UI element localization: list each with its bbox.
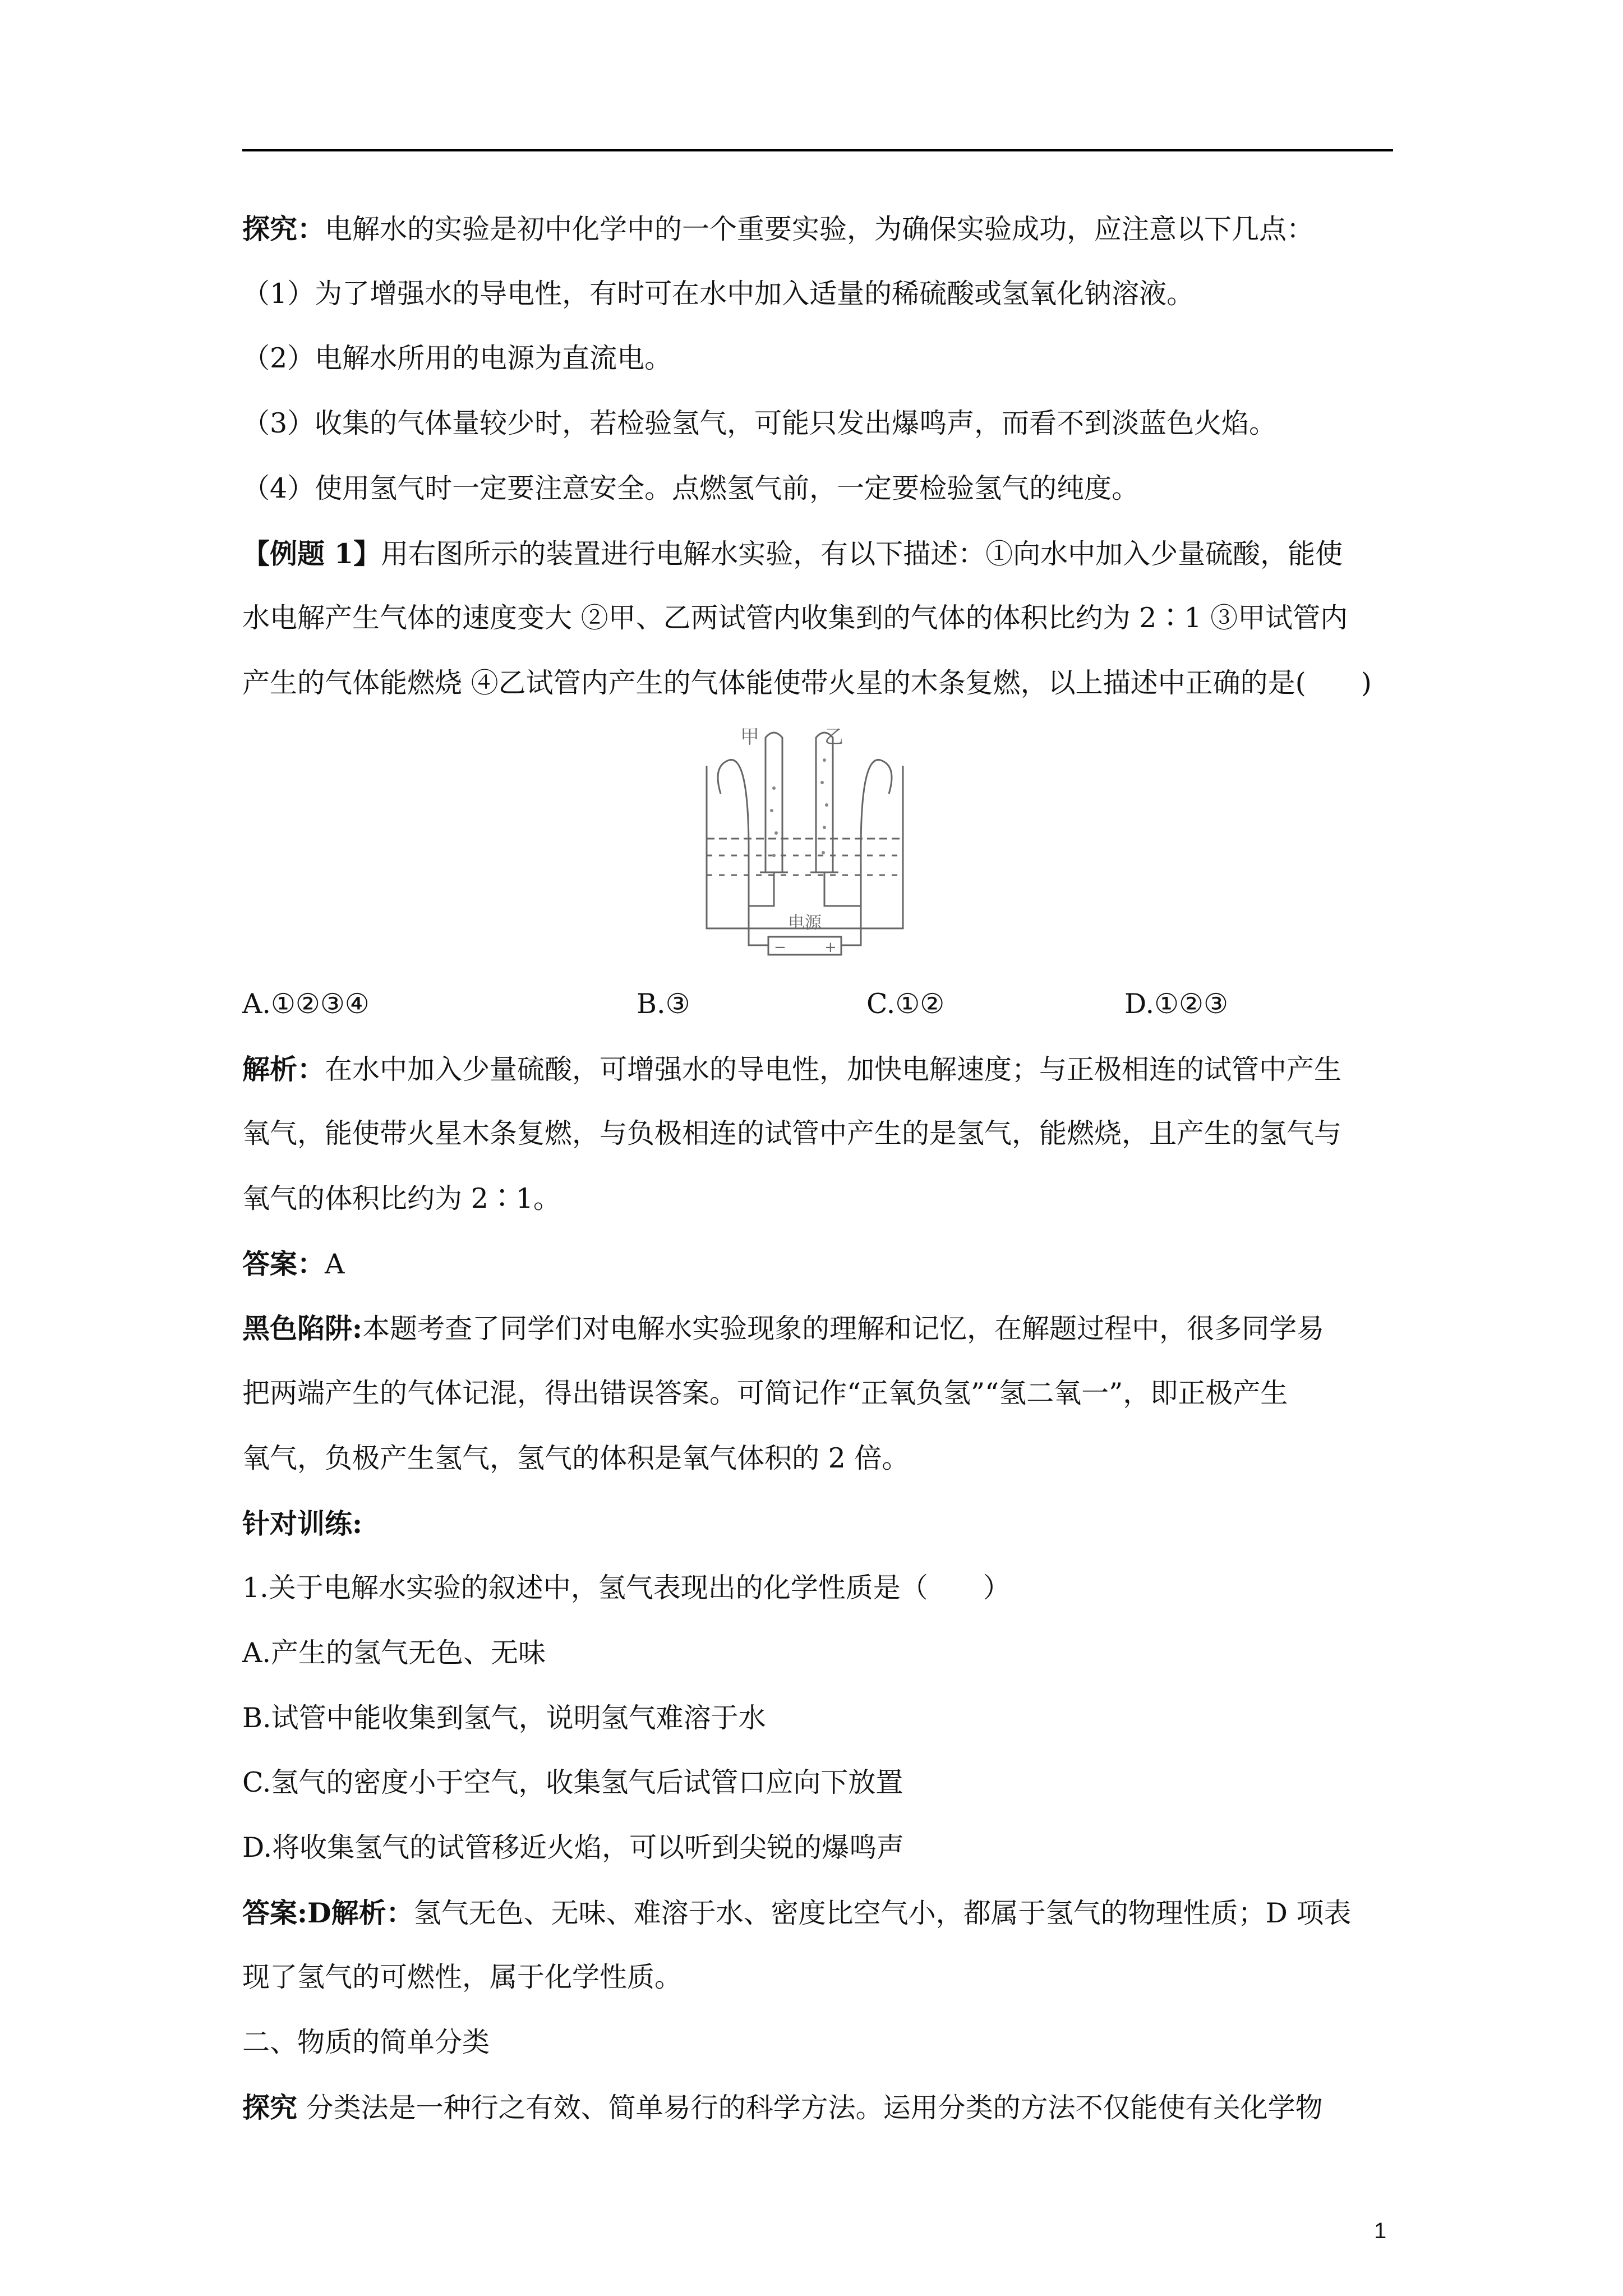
option-a: A.①②③④	[242, 988, 370, 1020]
answer-value: A	[325, 1248, 345, 1280]
figure-label-yi: 乙	[824, 726, 843, 748]
answer-label: 答案：	[242, 1248, 325, 1280]
wire-right	[824, 760, 892, 906]
analysis-text-1: 在水中加入少量硫酸，可增强水的导电性，加快电解速度；与正极相连的试管中产生	[325, 1053, 1342, 1085]
example-text-1: 用右图所示的装置进行电解水实验，有以下描述：①向水中加入少量硫酸，能使	[381, 538, 1343, 570]
trap-line-3: 氧气，负极产生氢气，氢气的体积是氧气体积的 2 倍。	[242, 1442, 910, 1474]
q1-answer-line-1	[242, 1896, 1351, 1930]
header-rule	[242, 149, 1393, 151]
training-label: 针对训练:	[242, 1507, 363, 1540]
trap-line-2: 把两端产生的气体记混，得出错误答案。可简记作“正氧负氢”“氢二氧一”，即正极产生	[242, 1377, 1288, 1409]
example-line-2: 水电解产生气体的速度变大 ②甲、乙两试管内收集到的气体的体积比约为 2∶1 ③甲试管内	[242, 602, 1348, 634]
explore-paragraph	[242, 212, 1314, 246]
section-title: 二、物质的简单分类	[242, 2026, 490, 2058]
analysis-line-1	[242, 1052, 1341, 1087]
q1-answer-label: 答案:	[242, 1897, 308, 1929]
q1-answer-value: D	[307, 1897, 331, 1929]
note-4: （4）使用氢气时一定要注意安全。点燃氢气前，一定要检验氢气的纯度。	[242, 472, 1140, 504]
analysis-line-3: 氧气的体积比约为 2∶1。	[242, 1182, 561, 1214]
option-c: C.①②	[866, 988, 945, 1020]
trap-text-1: 本题考查了同学们对电解水实验现象的理解和记忆，在解题过程中，很多同学易	[362, 1313, 1325, 1345]
answer-line	[242, 1247, 344, 1281]
explore-label: 探究：	[242, 213, 325, 245]
electrolysis-apparatus-figure	[695, 721, 914, 956]
plus-terminal: +	[824, 939, 837, 956]
question-1: 1.关于电解水实验的叙述中，氢气表现出的化学性质是（ ）	[242, 1572, 1011, 1604]
q1-analysis-line-2: 现了氢气的可燃性，属于化学性质。	[242, 1961, 683, 1993]
question-1-option-a: A.产生的氢气无色、无味	[242, 1637, 546, 1669]
explore-text: 电解水的实验是初中化学中的一个重要实验，为确保实验成功，应注意以下几点：	[325, 213, 1315, 245]
option-d: D.①②③	[1124, 988, 1228, 1020]
analysis-label: 解析：	[242, 1053, 325, 1085]
question-1-option-b: B.试管中能收集到氢气，说明氢气难溶于水	[242, 1702, 766, 1734]
trap-line-1	[242, 1312, 1324, 1346]
note-1: （1）为了增强水的导电性，有时可在水中加入适量的稀硫酸或氢氧化钠溶液。	[242, 278, 1195, 310]
q1-analysis-label: 解析：	[331, 1897, 414, 1929]
test-tube-jia	[766, 733, 782, 872]
figure-label-jia: 甲	[740, 726, 759, 748]
figure-label-power: 电源	[788, 913, 822, 933]
explore2-line	[242, 2091, 1323, 2125]
page-number: 1	[1374, 2219, 1387, 2243]
explore2-text: 分类法是一种行之有效、简单易行的科学方法。运用分类的方法不仅能使有关化学物	[297, 2092, 1323, 2124]
trough	[707, 766, 903, 928]
minus-terminal: −	[774, 939, 786, 956]
explore2-label: 探究	[242, 2091, 298, 2124]
trap-label: 黑色陷阱:	[242, 1312, 363, 1345]
question-1-option-d: D.将收集氢气的试管移近火焰，可以听到尖锐的爆鸣声	[242, 1832, 905, 1864]
example-label: 【例题 1】	[242, 537, 381, 570]
note-3: （3）收集的气体量较少时，若检验氢气，可能只发出爆鸣声，而看不到淡蓝色火焰。	[242, 407, 1277, 439]
example-line-3: 产生的气体能燃烧 ④乙试管内产生的气体能使带火星的木条复燃，以上描述中正确的是( )	[242, 667, 1372, 699]
q1-analysis-text-1: 氢气无色、无味、难溶于水、密度比空气小，都属于氢气的物理性质；D 项表	[413, 1897, 1352, 1929]
example-line-1	[242, 537, 1343, 571]
analysis-line-2: 氧气，能使带火星木条复燃，与负极相连的试管中产生的是氢气，能燃烧，且产生的氢气与	[242, 1117, 1342, 1149]
question-1-option-c: C.氢气的密度小于空气，收集氢气后试管口应向下放置	[242, 1766, 903, 1798]
test-tube-yi	[816, 733, 833, 872]
option-b: B.③	[637, 988, 690, 1020]
note-2: （2）电解水所用的电源为直流电。	[242, 342, 672, 374]
